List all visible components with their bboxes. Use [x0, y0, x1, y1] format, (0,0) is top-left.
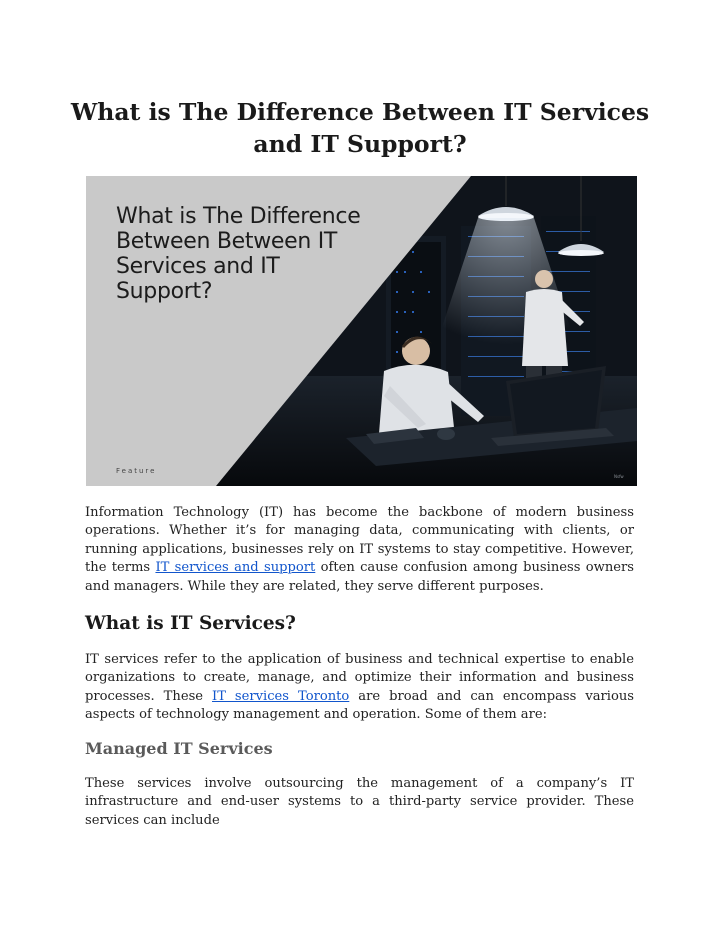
- it-services-and-support-link[interactable]: IT services and support: [155, 560, 316, 576]
- section-heading-it-services: What is IT Services?: [85, 613, 296, 634]
- it-services-text-start: IT services refer to the application of business and technical expertise to enable organizations to create, manage, and optimize their information and business processes. These: [85, 652, 634, 704]
- hero-caption: Feature: [116, 467, 157, 475]
- hero-image: [86, 176, 637, 486]
- it-services-text-end: are broad and can encompass various aspects of technology management and operation. Some of them are:: [85, 688, 634, 723]
- subsection-heading-managed-it: Managed IT Services: [85, 739, 273, 758]
- managed-it-paragraph: These services involve outsourcing the management of a company’s IT infrastructure and end-user systems to a third-party service provider. These services can include: [85, 776, 634, 828]
- hero-watermark: Nsfw: [614, 474, 624, 479]
- it-services-toronto-link[interactable]: IT services Toronto: [212, 688, 350, 704]
- page-title: What is The Difference Between IT Services and IT Support?: [70, 98, 650, 158]
- it-services-paragraph: [85, 651, 634, 725]
- hero-heading: What is The Difference Between Between IT Services and IT Support?: [116, 204, 361, 304]
- intro-text-end: often cause confusion among business owners and managers. While they are related, they serve different purposes.: [85, 560, 634, 594]
- intro-text-start: Information Technology (IT) has become the backbone of modern business operations. Whether it’s for managing data, communicating with clients, or running applications, businesses rely on IT systems to stay competitive. However, the terms: [85, 505, 634, 576]
- intro-paragraph: [85, 504, 634, 596]
